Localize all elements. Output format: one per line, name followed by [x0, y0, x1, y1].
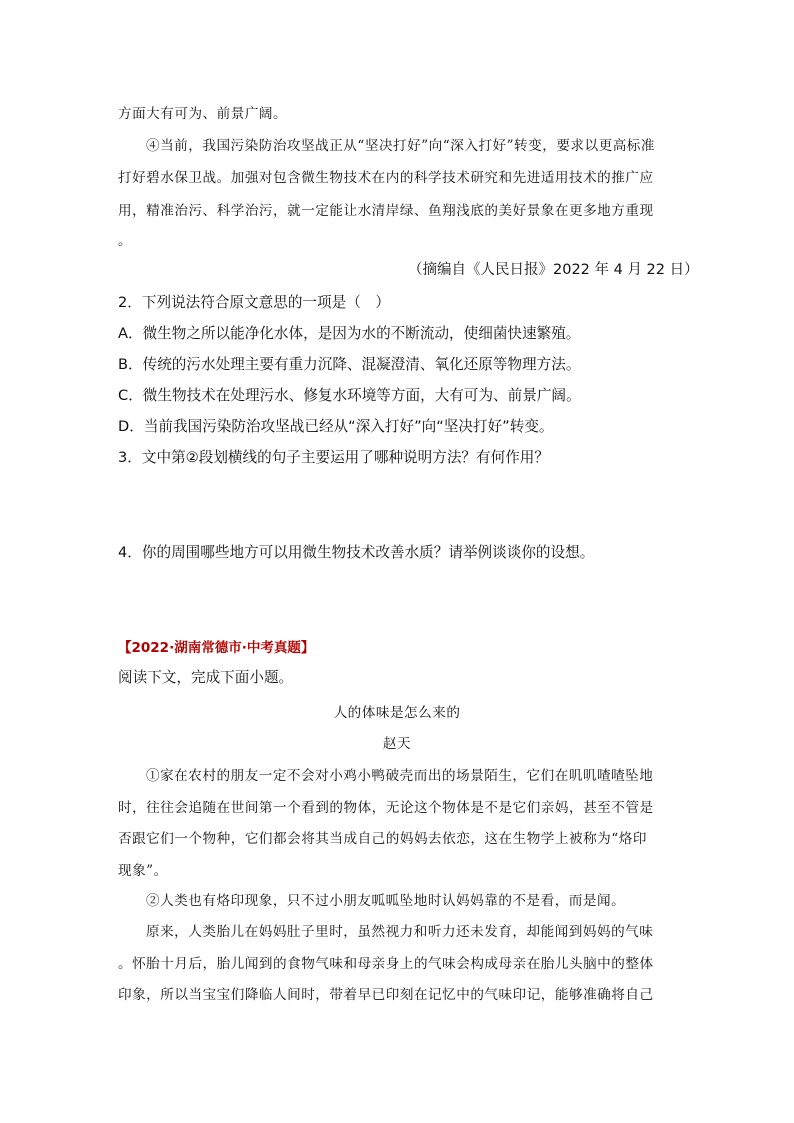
option-a: A．微生物之所以能净化水体，是因为水的不断流动，使细菌快速繁殖。 — [118, 325, 581, 342]
passage-line: 打好碧水保卫战。加强对包含微生物技术在内的科学技术研究和先进适用技术的推广应 — [118, 170, 654, 186]
option-d: D．当前我国污染防治攻坚战已经从“深入打好”向“坚决打好”转变。 — [118, 418, 554, 435]
article-line: 否跟它们一个物种，它们都会将其当成自己的妈妈去依恋，这在生物学上被称为“烙印 — [118, 831, 647, 847]
passage-line: ④当前，我国污染防治攻坚战正从“坚决打好”向“深入打好”转变，要求以更高标准 — [146, 138, 655, 154]
passage-line: 用，精准治污、科学治污，就一定能让水清岸绿、鱼翔浅底的美好景象在更多地方重现 — [118, 203, 654, 219]
source-citation: （摘编自《人民日报》2022 年 4 月 22 日） — [408, 262, 699, 278]
article-line: ①家在农村的朋友一定不会对小鸡小鸭破壳而出的场景陌生，它们在叽叽喳喳坠地 — [146, 768, 654, 784]
passage-line: 。 — [118, 233, 133, 249]
passage-line: 方面大有可为、前景广阔。 — [118, 106, 288, 122]
reading-instruction: 阅读下文，完成下面小题。 — [118, 669, 294, 686]
article-author: 赵天 — [382, 736, 412, 752]
article-line: 。怀胎十月后，胎儿闻到的食物气味和母亲身上的气味会构成母亲在胎儿头脑中的整体 — [118, 956, 654, 972]
exam-source-tag: 【2022·湖南常德市·中考真题】 — [118, 640, 315, 656]
question-4: 4．你的周围哪些地方可以用微生物技术改善水质？请举例谈谈你的设想。 — [118, 544, 595, 561]
article-line: 印象，所以当宝宝们降临人间时，带着早已印刻在记忆中的气味印记，能够准确将自己 — [118, 987, 654, 1003]
article-line: ②人类也有烙印现象，只不过小朋友呱呱坠地时认妈妈靠的不是看，而是闻。 — [146, 893, 626, 909]
article-line: 现象”。 — [118, 863, 168, 879]
question-2: 2．下列说法符合原文意思的一项是（ ） — [118, 294, 390, 311]
option-b: B．传统的污水处理主要有重力沉降、混凝澄清、氧化还原等物理方法。 — [118, 356, 581, 373]
article-title: 人的体味是怎么来的 — [333, 705, 461, 721]
question-3: 3．文中第②段划横线的句子主要运用了哪种说明方法？有何作用？ — [118, 449, 549, 466]
article-line: 时，往往会追随在世间第一个看到的物体，无论这个物体是不是它们亲妈，甚至不管是 — [118, 800, 654, 816]
option-c: C．微生物技术在处理污水、修复水环境等方面，大有可为、前景广阔。 — [118, 387, 581, 404]
article-line: 原来，人类胎儿在妈妈肚子里时，虽然视力和听力还未发育，却能闻到妈妈的气味 — [146, 924, 654, 940]
